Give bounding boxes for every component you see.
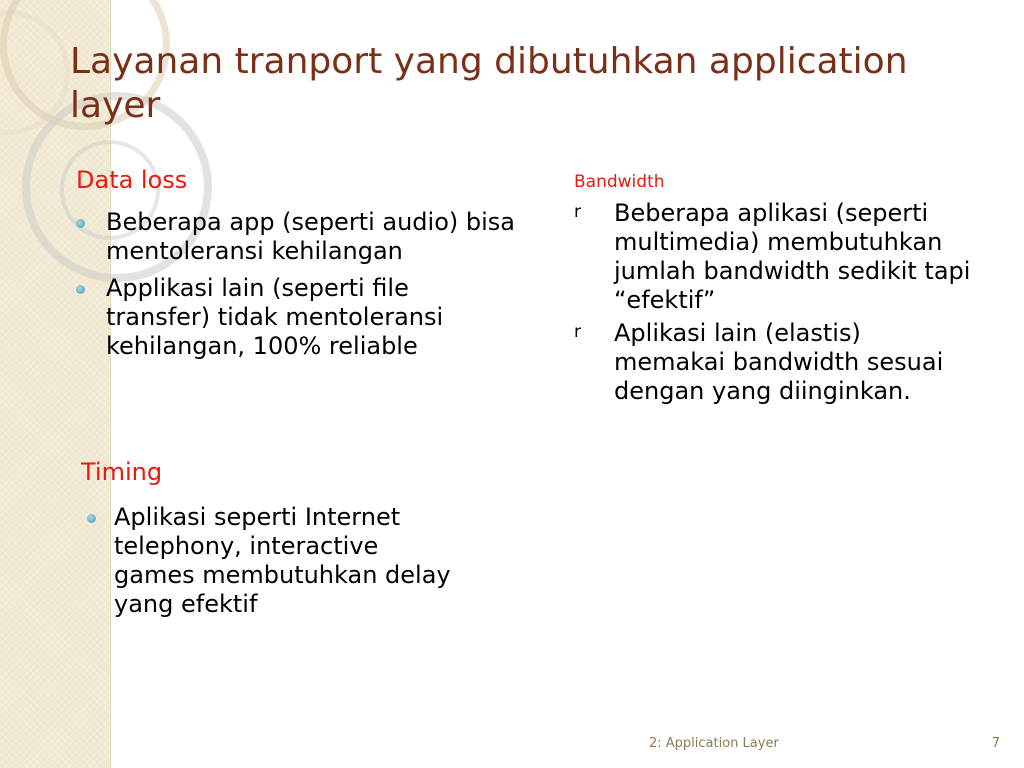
timing-heading: Timing [81, 458, 163, 486]
data-loss-list [76, 208, 516, 369]
bullet-text: Aplikasi seperti Internet telephony, interactive games membutuhkan delay yang efektif [114, 503, 451, 618]
list-item [76, 208, 516, 266]
bandwidth-heading: Bandwidth [574, 172, 665, 192]
footer-text: 2: Application Layer [649, 736, 779, 751]
bullet-text: Beberapa app (seperti audio) bisa mentoleransi kehilangan [106, 208, 515, 265]
slide-title: Layanan tranport yang dibutuhkan application layer [70, 41, 908, 126]
bullet-text: Aplikasi lain (elastis) memakai bandwidth sesuai dengan yang diinginkan. [614, 319, 944, 405]
list-item [76, 274, 516, 361]
bullet-dot-icon [87, 514, 96, 523]
list-item [87, 503, 457, 619]
list-item [574, 319, 974, 406]
bullet-dot-icon [76, 219, 85, 228]
bullet-text: Applikasi lain (seperti file transfer) tidak mentoleransi kehilangan, 100% reliable [106, 274, 444, 360]
data-loss-heading: Data loss [76, 166, 188, 194]
bullet-dot-icon [76, 285, 85, 294]
timing-list [87, 503, 457, 619]
bandwidth-list [574, 199, 974, 410]
page-number: 7 [991, 736, 1000, 751]
bullet-marker: r [574, 202, 581, 222]
bullet-text: Beberapa aplikasi (seperti multimedia) membutuhkan jumlah bandwidth sedikit tapi “efektif” [614, 199, 971, 314]
bullet-marker: r [574, 322, 581, 342]
list-item [574, 199, 974, 315]
